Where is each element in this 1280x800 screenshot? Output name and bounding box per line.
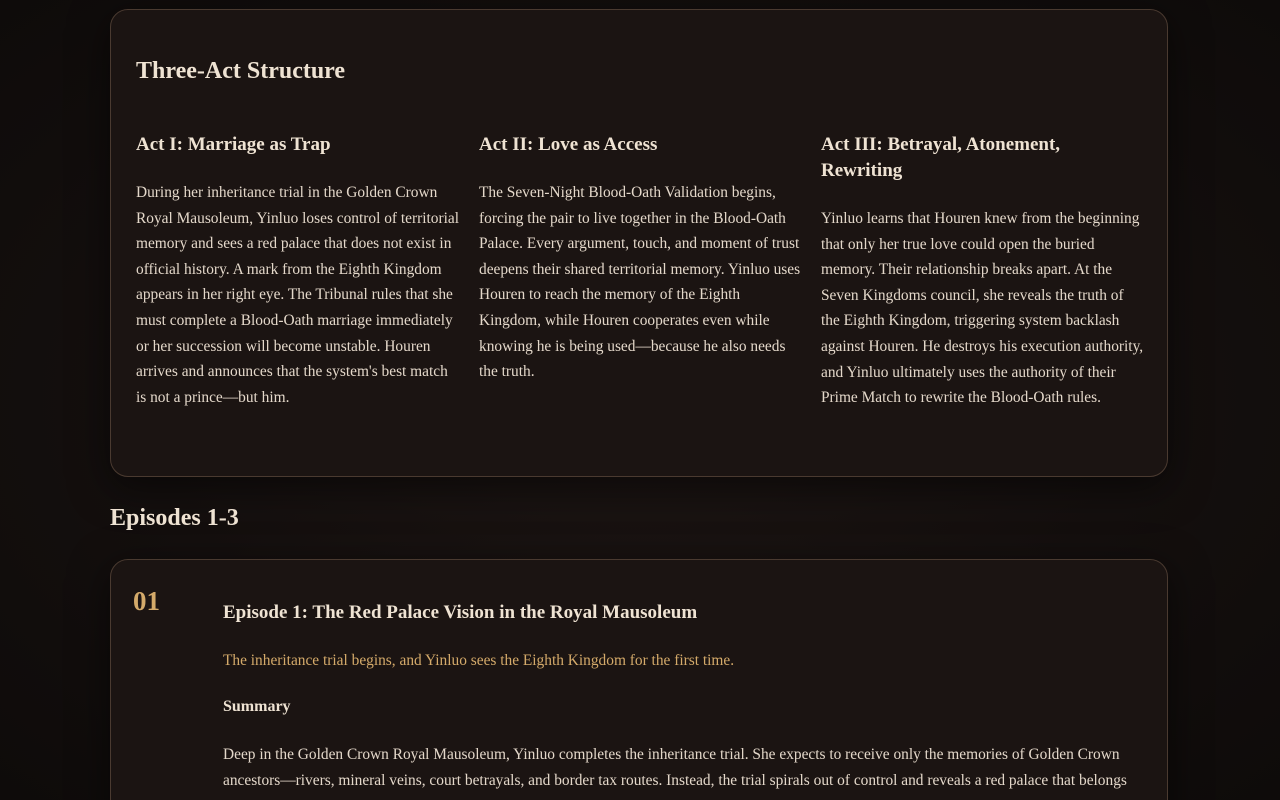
three-act-structure-card <box>110 9 1168 477</box>
summary-label: Summary <box>223 698 291 715</box>
act-body: The Seven-Night Blood-Oath Validation begins, forcing the pair to live together in the Blood-Oath Palace. Every argument, touch, and moment of trust deepens their shared territorial memory. Yinluo uses Houren to reach the memory of the Eighth Kingdom, while Houren cooperates even while knowing he is being used—because he also needs the truth. <box>479 184 801 381</box>
act-title: Act I: Marriage as Trap <box>136 134 331 155</box>
act-body: During her inheritance trial in the Golden Crown Royal Mausoleum, Yinluo loses control of territorial memory and sees a red palace that does not exist in official history. A mark from the Eighth Kingdom appears in her right eye. The Tribunal rules that she must complete a Blood-Oath marriage immediately or her succession will become unstable. Houren arrives and announces that the system's best match is not a prince—but him. <box>136 184 460 406</box>
episode-card <box>110 559 1168 800</box>
act-title: Act III: Betrayal, Atonement, Rewriting <box>821 134 1061 181</box>
act-3-column <box>821 132 1146 411</box>
episode-title: Episode 1: The Red Palace Vision in the Royal Mausoleum <box>223 602 698 623</box>
episode-tagline: The inheritance trial begins, and Yinluo sees the Eighth Kingdom for the first time. <box>223 652 735 669</box>
section-title: Three-Act Structure <box>136 58 346 84</box>
act-1-column <box>136 132 461 410</box>
episodes-heading: Episodes 1-3 <box>110 505 239 531</box>
act-body: Yinluo learns that Houren knew from the beginning that only her true love could open the buried memory. Their relationship breaks apart. At the Seven Kingdoms council, she reveals the truth of the Eighth Kingdom, triggering system backlash against Houren. He destroys his execution authority, and Yinluo ultimately uses the authority of their Prime Match to rewrite the Blood-Oath rules. <box>821 210 1144 407</box>
act-title: Act II: Love as Access <box>479 134 658 155</box>
episode-summary: Deep in the Golden Crown Royal Mausoleum, Yinluo completes the inheritance trial. She expects to receive only the memories of Golden Crown ancestors—rivers, mineral veins, court betrayals, and border tax routes. Instead, the trial spirals out of control and reveals a red palace that belongs <box>223 746 1127 789</box>
episode-number: 01 <box>133 586 160 616</box>
act-2-column <box>479 132 804 385</box>
